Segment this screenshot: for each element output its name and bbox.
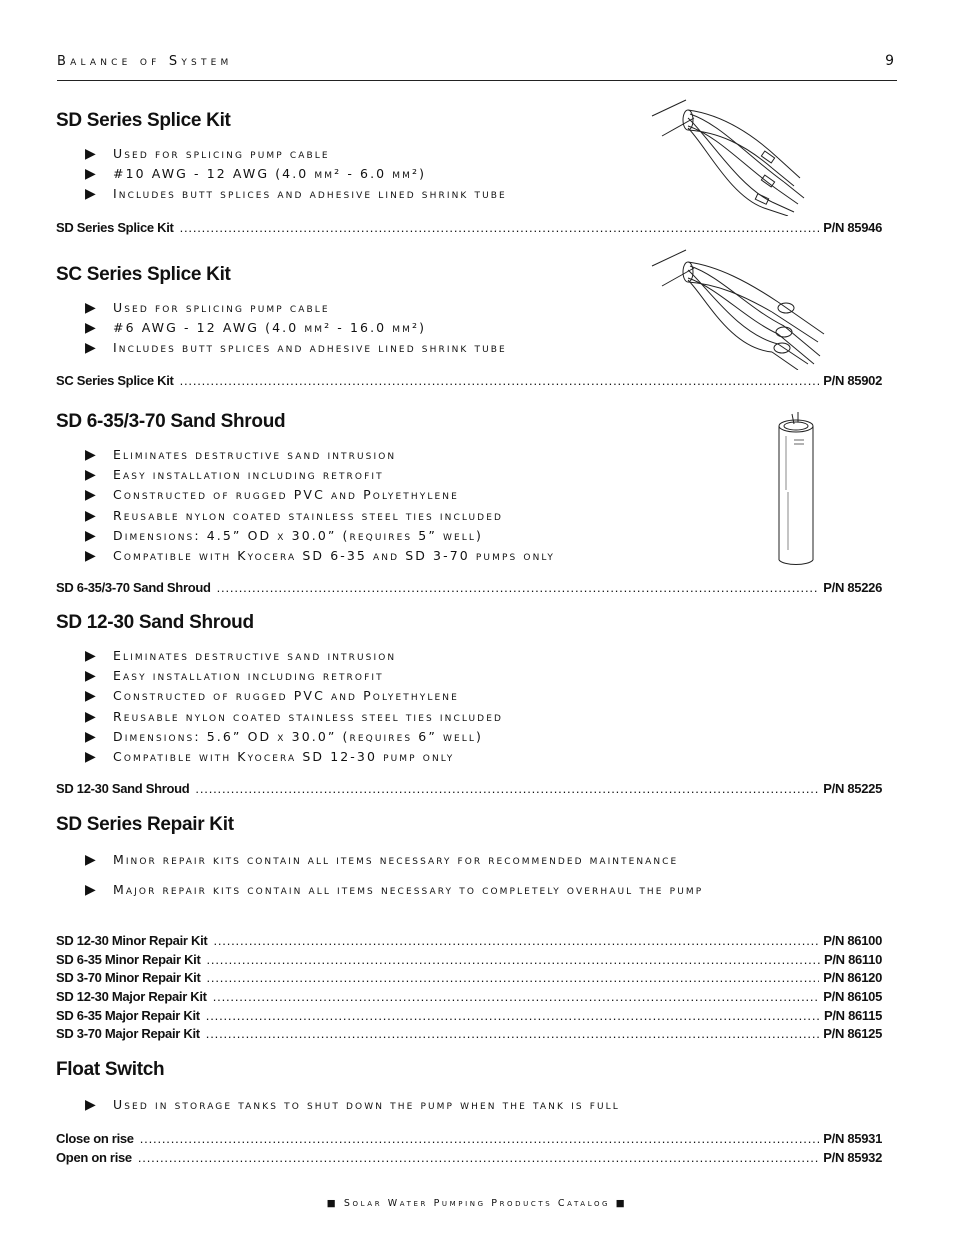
triangle-bullet-icon: ▶ <box>85 648 96 664</box>
list-item: ▶ Easy installation including retrofit <box>85 668 384 685</box>
part-row <box>56 1008 882 1026</box>
part-name: SC Series Splice Kit <box>56 373 174 388</box>
part-row <box>56 580 882 598</box>
part-row <box>56 952 882 970</box>
part-name: SD 3-70 Major Repair Kit <box>56 1026 200 1041</box>
page-header <box>57 54 897 81</box>
triangle-bullet-icon: ▶ <box>85 300 96 316</box>
triangle-bullet-icon: ▶ <box>85 166 96 183</box>
triangle-bullet-icon: ▶ <box>85 186 96 203</box>
list-item: ▶ Reusable nylon coated stainless steel ties included <box>85 507 504 524</box>
bullet-list-sc-splice-kit <box>85 299 507 360</box>
list-item: ▶ Used for splicing pump cable <box>85 300 330 316</box>
header-title: Balance of System <box>57 54 233 69</box>
leader-dots <box>180 373 820 388</box>
part-row <box>56 933 882 951</box>
bullet-list-sd-6-35-shroud <box>85 446 555 567</box>
triangle-bullet-icon: ▶ <box>85 748 96 765</box>
part-number: P/N 86115 <box>823 1008 882 1023</box>
leader-dots <box>213 989 820 1004</box>
part-name: Close on rise <box>56 1131 134 1146</box>
triangle-bullet-icon: ▶ <box>85 320 96 337</box>
splice-kit-illustration <box>648 96 808 216</box>
bullet-list-repair-kit <box>85 851 933 911</box>
leader-dots <box>207 970 820 985</box>
triangle-bullet-icon: ▶ <box>85 507 96 524</box>
part-row <box>56 220 882 238</box>
triangle-bullet-icon: ▶ <box>85 467 96 484</box>
list-item: ▶ Compatible with Kyocera SD 12-30 pump only <box>85 748 455 765</box>
triangle-bullet-icon: ▶ <box>85 447 96 463</box>
leader-dots <box>140 1131 820 1146</box>
part-name: Open on rise <box>56 1150 132 1165</box>
part-number: P/N 85225 <box>823 781 882 796</box>
part-name: SD 6-35/3-70 Sand Shroud <box>56 580 211 595</box>
triangle-bullet-icon: ▶ <box>85 668 96 685</box>
list-item: ▶ Eliminates destructive sand intrusion <box>85 447 397 463</box>
list-item: ▶ Used for splicing pump cable <box>85 146 330 162</box>
list-item: ▶ Includes butt splices and adhesive lined shrink tube <box>85 340 507 357</box>
triangle-bullet-icon: ▶ <box>85 487 96 504</box>
part-name: SD 6-35 Major Repair Kit <box>56 1008 200 1023</box>
section-title-sd-12-30-shroud: SD 12-30 Sand Shroud <box>56 612 254 633</box>
leader-dots <box>180 220 820 235</box>
leader-dots <box>206 1026 819 1041</box>
bullet-list-sd-12-30-shroud <box>85 647 503 768</box>
part-name: SD 12-30 Sand Shroud <box>56 781 190 796</box>
part-name: SD 12-30 Minor Repair Kit <box>56 933 208 948</box>
triangle-bullet-icon: ▶ <box>85 708 96 725</box>
part-row <box>56 781 882 799</box>
part-number: P/N 86110 <box>823 952 882 967</box>
leader-dots <box>213 933 819 948</box>
list-item: ▶ Reusable nylon coated stainless steel ties included <box>85 708 504 725</box>
part-number: P/N 86120 <box>823 970 882 985</box>
part-row <box>56 1150 882 1168</box>
list-item: ▶ Major repair kits contain all items necessary to completely overhaul the pump <box>85 882 704 898</box>
part-number: P/N 85931 <box>823 1131 882 1146</box>
part-row <box>56 373 882 391</box>
leader-dots <box>195 781 819 796</box>
list-item: ▶ Compatible with Kyocera SD 6-35 and SD 3-70 pumps only <box>85 547 555 564</box>
part-name: SD Series Splice Kit <box>56 220 174 235</box>
section-title-sd-splice-kit: SD Series Splice Kit <box>56 110 231 131</box>
part-row <box>56 970 882 988</box>
list-item: ▶ #10 AWG - 12 AWG (4.0 mm² - 6.0 mm²) <box>85 166 427 183</box>
leader-dots <box>206 1008 820 1023</box>
list-item: ▶ Eliminates destructive sand intrusion <box>85 648 397 664</box>
part-number: P/N 85226 <box>823 580 882 595</box>
list-item: ▶ Minor repair kits contain all items necessary for recommended maintenance <box>85 852 679 868</box>
list-item: ▶ #6 AWG - 12 AWG (4.0 mm² - 16.0 mm²) <box>85 320 427 337</box>
page-number: 9 <box>885 53 896 69</box>
triangle-bullet-icon: ▶ <box>85 340 96 357</box>
leader-dots <box>207 952 820 967</box>
bullet-list-float-switch <box>85 1096 620 1116</box>
list-item: ▶ Used in storage tanks to shut down the pump when the tank is full <box>85 1097 620 1113</box>
list-item: ▶ Dimensions: 4.5” OD x 30.0” (requires 5” well) <box>85 527 483 544</box>
part-name: SD 6-35 Minor Repair Kit <box>56 952 201 967</box>
part-row <box>56 989 882 1007</box>
splice-kit-illustration <box>648 246 828 370</box>
part-row <box>56 1026 882 1044</box>
triangle-bullet-icon: ▶ <box>85 1097 96 1113</box>
part-number: P/N 85902 <box>823 373 882 388</box>
bullet-list-sd-splice-kit <box>85 145 507 206</box>
part-number: P/N 85946 <box>823 220 882 235</box>
section-title-float-switch: Float Switch <box>56 1059 165 1080</box>
section-title-sc-splice-kit: SC Series Splice Kit <box>56 264 231 285</box>
triangle-bullet-icon: ▶ <box>85 527 96 544</box>
section-title-repair-kit: SD Series Repair Kit <box>56 814 234 835</box>
list-item: ▶ Easy installation including retrofit <box>85 467 384 484</box>
triangle-bullet-icon: ▶ <box>85 547 96 564</box>
list-item: ▶ Constructed of rugged PVC and Polyethylene <box>85 487 459 504</box>
section-title-sd-6-35-shroud: SD 6-35/3-70 Sand Shroud <box>56 411 286 432</box>
leader-dots <box>217 580 820 595</box>
leader-dots <box>138 1150 819 1165</box>
triangle-bullet-icon: ▶ <box>85 852 96 868</box>
sand-shroud-illustration <box>774 410 822 570</box>
part-number: P/N 86105 <box>823 989 882 1004</box>
triangle-bullet-icon: ▶ <box>85 688 96 705</box>
part-number: P/N 86100 <box>823 933 882 948</box>
triangle-bullet-icon: ▶ <box>85 146 96 162</box>
part-name: SD 12-30 Major Repair Kit <box>56 989 207 1004</box>
part-row <box>56 1131 882 1149</box>
part-number: P/N 86125 <box>823 1026 882 1041</box>
list-item: ▶ Constructed of rugged PVC and Polyethylene <box>85 688 459 705</box>
part-name: SD 3-70 Minor Repair Kit <box>56 970 201 985</box>
page-footer: ■ Solar Water Pumping Products Catalog ■ <box>326 1198 628 1209</box>
triangle-bullet-icon: ▶ <box>85 882 96 898</box>
list-item: ▶ Dimensions: 5.6” OD x 30.0” (requires 6” well) <box>85 728 483 745</box>
list-item: ▶ Includes butt splices and adhesive lined shrink tube <box>85 186 507 203</box>
triangle-bullet-icon: ▶ <box>85 728 96 745</box>
part-number: P/N 85932 <box>823 1150 882 1165</box>
